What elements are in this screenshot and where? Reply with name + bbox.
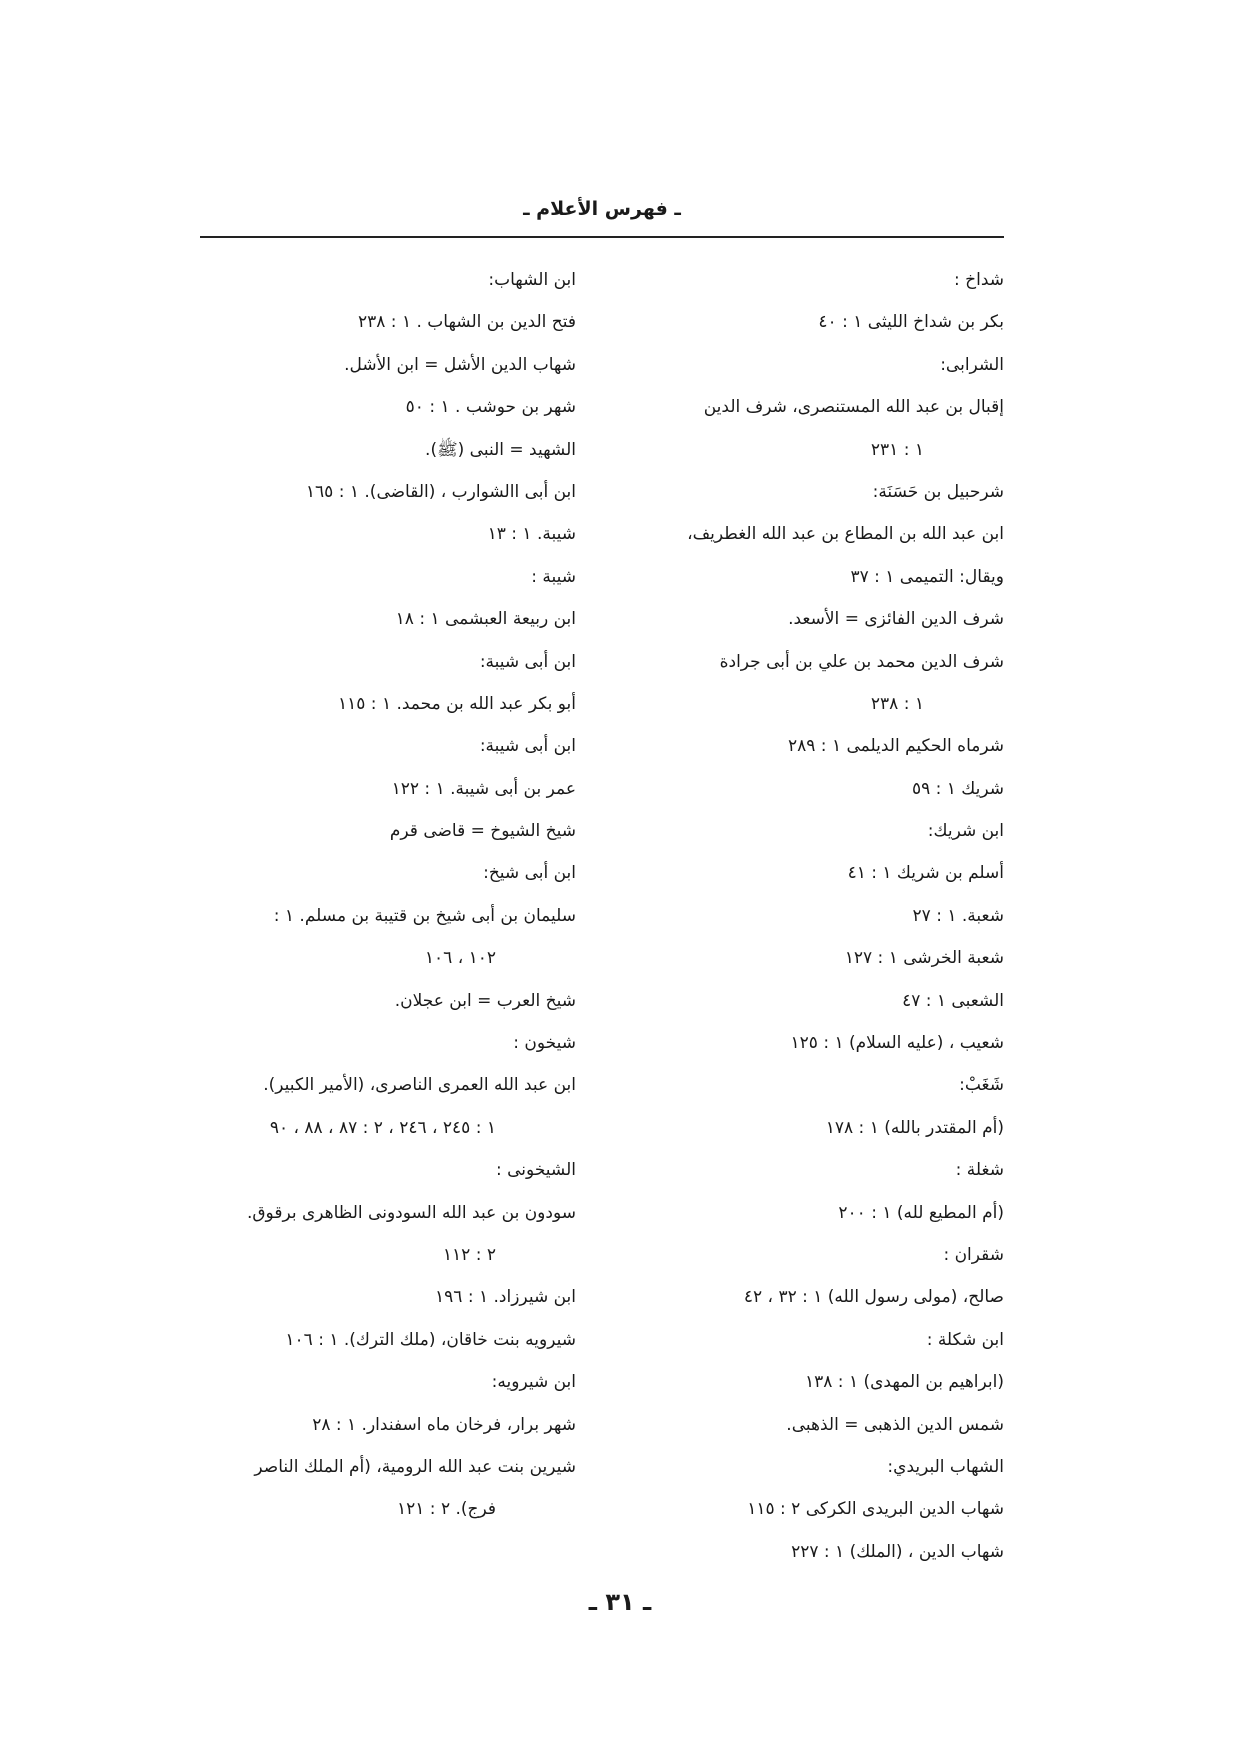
index-entry: بكر بن شداخ الليثى ١ : ٤٠ <box>818 312 1004 333</box>
index-entry: ابن أبى شيبة: <box>479 651 576 672</box>
index-entry: ابن أبى شيخ: <box>483 863 576 884</box>
index-entry: شيبة. ١ : ١٣ <box>487 524 576 545</box>
index-entry: فتح الدين بن الشهاب . ١ : ٢٣٨ <box>357 312 576 333</box>
index-entry: ١ : ٢٣١ <box>870 439 924 460</box>
index-entry: شهاب الدين ، (الملك) ١ : ٢٢٧ <box>791 1541 1004 1562</box>
index-entry: أبو بكر عبد الله بن محمد. ١ : ١١٥ <box>337 693 576 714</box>
index-entry: سودون بن عبد الله السودونى الظاهرى برقوق. <box>246 1202 576 1223</box>
index-entry: ابن شيرزاد. ١ : ١٩٦ <box>435 1287 576 1308</box>
index-entry: شيخ العرب = ابن عجلان. <box>394 990 576 1011</box>
index-entry: (أم المطيع لله) ١ : ٢٠٠ <box>838 1202 1004 1223</box>
index-entry: شيخون : <box>513 1033 576 1054</box>
index-entry: شرماه الحكيم الديلمى ١ : ٢٨٩ <box>787 736 1004 757</box>
index-entry: شغلة : <box>955 1160 1004 1181</box>
index-entry: ابن أبى االشوارب ، (القاضى). ١ : ١٦٥ <box>305 481 576 502</box>
index-entry: شمس الدين الذهبى = الذهبى. <box>786 1414 1004 1435</box>
index-entry: ١ : ٢٤٥ ، ٢٤٦ ، ٢ : ٨٧ ، ٨٨ ، ٩٠ <box>269 1117 496 1138</box>
index-entry: فرج). ٢ : ١٢١ <box>396 1499 496 1520</box>
index-entry: ابن عبد الله العمرى الناصرى، (الأمير الكبير). <box>263 1075 576 1096</box>
index-entry: شَغَبْ: <box>959 1075 1004 1096</box>
index-entry: شهر بن حوشب . ١ : ٥٠ <box>405 397 576 418</box>
page-header-title: ـ فهرس الأعلام ـ <box>523 198 681 220</box>
index-entry: ابن شيرويه: <box>491 1372 576 1393</box>
index-entry: عمر بن أبى شيبة. ١ : ١٢٢ <box>391 778 576 799</box>
index-entry: الشيخونى : <box>496 1160 576 1181</box>
index-entry: شريك ١ : ٥٩ <box>911 778 1004 799</box>
index-entry: شهاب الدين الأشل = ابن الأشل. <box>344 354 576 375</box>
index-entry: سليمان بن أبى شيخ بن قتيبة بن مسلم. ١ : <box>273 905 576 926</box>
index-entry: ويقال: التميمى ١ : ٣٧ <box>850 566 1004 587</box>
index-entry: شيرين بنت عبد الله الرومية، (أم الملك الناصر <box>254 1456 576 1477</box>
header-rule <box>200 236 1004 238</box>
index-entry: صالح، (مولى رسول الله) ١ : ٣٢ ، ٤٢ <box>743 1287 1004 1308</box>
index-entry: الشعبى ١ : ٤٧ <box>902 990 1004 1011</box>
index-entry: شيبة : <box>531 566 576 587</box>
index-entry: شيرويه بنت خاقان، (ملك الترك). ١ : ١٠٦ <box>285 1329 576 1350</box>
index-entry: شعيب ، (عليه السلام) ١ : ١٢٥ <box>790 1033 1004 1054</box>
index-entry: شداخ : <box>954 270 1004 290</box>
index-entry: الشرابى: <box>940 354 1004 375</box>
index-entry: شعبة الخرشى ١ : ١٢٧ <box>844 948 1004 969</box>
index-entry: شهر برار، فرخان ماه اسفندار. ١ : ٢٨ <box>312 1414 576 1435</box>
index-entry: ابن شريك: <box>927 821 1004 842</box>
index-entry: شرف الدين محمد بن علي بن أبى جرادة <box>719 651 1004 672</box>
index-entry: ابن عبد الله بن المطاع بن عبد الله الغطريف، <box>687 524 1004 545</box>
index-entry: شقران : <box>943 1244 1004 1265</box>
index-entry: (أم المقتدر بالله) ١ : ١٧٨ <box>825 1117 1004 1138</box>
page-number: ـ ٣١ ـ <box>588 1588 652 1616</box>
index-entry: ٢ : ١١٢ <box>442 1244 496 1265</box>
index-entry: شيخ الشيوخ = قاضى قرم <box>389 821 576 842</box>
index-entry: ابن الشهاب: <box>488 270 576 290</box>
index-entry: ابن ربيعة العبشمى ١ : ١٨ <box>395 609 576 630</box>
index-entry: شعبة. ١ : ٢٧ <box>912 905 1004 926</box>
index-entry: أسلم بن شريك ١ : ٤١ <box>847 863 1004 884</box>
index-entry: شرحبيل بن حَسَنَة: <box>872 481 1004 502</box>
index-entry: الشهيد = النبى (ﷺ). <box>425 439 576 460</box>
index-column-left <box>106 266 576 1538</box>
index-entry: ابن شكلة : <box>926 1329 1004 1350</box>
index-entry: ١ : ٢٣٨ <box>870 693 924 714</box>
index-entry: (ابراهيم بن المهدى) ١ : ١٣٨ <box>804 1372 1004 1393</box>
index-entry: شرف الدين الفائزى = الأسعد. <box>788 609 1004 630</box>
index-entry: ١٠٢ ، ١٠٦ <box>424 948 496 969</box>
index-entry: شهاب الدين البريدى الكركى ٢ : ١١٥ <box>747 1499 1004 1520</box>
index-entry: ابن أبى شيبة: <box>479 736 576 757</box>
index-entry: إقبال بن عبد الله المستنصرى، شرف الدين <box>703 397 1004 418</box>
index-column-right <box>584 266 1004 1580</box>
index-entry: الشهاب البريدي: <box>887 1456 1004 1477</box>
